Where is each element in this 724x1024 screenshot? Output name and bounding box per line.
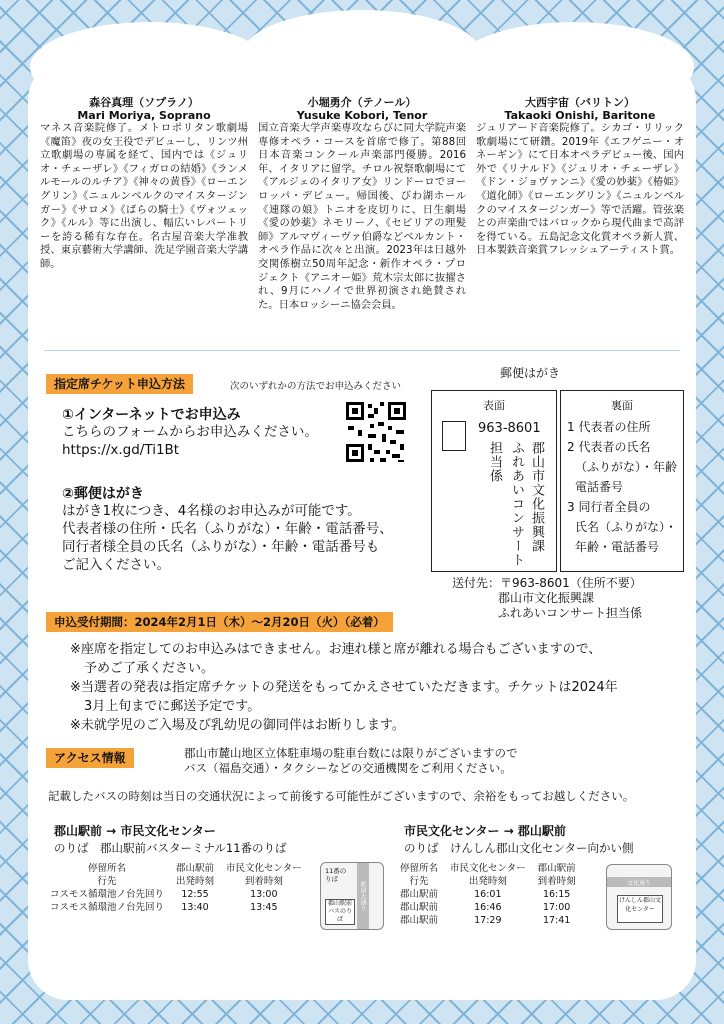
internet-url[interactable]: https://x.gd/Ti1Bt [62,442,180,458]
access-tag: アクセス情報 [46,748,134,768]
postcard-back [560,390,684,572]
table-cell: 17:41 [542,915,571,926]
header-text: 出発時刻 [176,876,215,887]
back-item: 3 同行者全員の [567,500,651,514]
singer-name-ja: 大西宇宙（バリトン） [525,96,635,109]
header-text: 到着時刻 [244,876,283,887]
address-line-2: ふれあいコンサート [509,441,524,567]
ticket-method-tag: 指定席チケット申込方法 [46,374,193,394]
header-text: 停留所名 [400,863,439,874]
route1-map [320,862,384,930]
route2-timetable [394,862,582,927]
back-label: 裏面 [611,399,633,412]
table-cell: 13:45 [250,902,278,913]
table-cell: 16:46 [474,902,502,913]
singer-name-en: Takaoki Onishi, Baritone [504,109,656,122]
post-desc-1: はがき1枚につき、4名様のお申込みが可能です。 [62,503,361,519]
route1-timetable [44,862,308,914]
table-cell: コスモス循環池ノ台先回り [50,889,165,900]
post-title: ②郵便はがき [62,486,144,502]
singer-name-ja: 小堀勇介（テノール） [307,96,417,109]
route2-stop: のりば けんしん郡山文化センター向かい側 [404,841,634,855]
internet-desc: こちらのフォームからお申込みください。 [62,424,318,440]
stamp-box [442,421,466,451]
table-cell: 12:55 [181,889,209,900]
singer-bio: マネス音楽院修了。メトロポリタン歌劇場《魔笛》夜の女王役でデビューし、リンツ州立歌劇場の専属を経て、国内では《ジュリオ・チェーザレ》《フィガロの結婚》《ランメルモールのルチア》《神々の黄昏》《ローエングリン》《ニュルンベルクのマイスタージンガー》《サロメ》《ばらの騎士》《ヴォツェック》《ルル》等に出演し、幅広いレパートリーを誇る稀有な存在。名古屋音楽大学准教授、東京藝術大学講師、洗足学園音楽大学講師。 [40,122,248,270]
send-to-line: 送付先：〒963-8601（住所不要） [452,576,642,590]
map-label: 11番のりば [325,867,347,883]
header-cell [394,862,444,888]
singer-bio: 国立音楽大学声楽専攻ならびに同大学院声楽専修オペラ・コースを首席で修了。第88回日本音楽コンクール声楽部門優勝。2016年、イタリアに留学。チロル祝祭歌劇場にて《アルジェのイタリア女》リンドーロでヨーロッパ・デビュー。帰国後、びわ湖ホール《連隊の娘》トニオを皮切りに、日生劇場《愛の妙薬》ネモリーノ、《セビリアの理髪師》アルマヴィーヴァ伯爵などベルカント・オペラ作品に次々と出演。2023年は日越外交関係樹立50周年記念・新作オペラ・プロジェクト《アニオー姫》荒木宗太郎に抜擢され、9月にハノイで世界初演され絶賛された。日本ロッシーニ協会会員。 [258,122,466,311]
table-cell: 16:01 [474,889,502,900]
route2-map [606,864,672,930]
table-cell: 16:15 [542,889,571,900]
back-item: 2 代表者の氏名 [567,440,651,454]
map-building: 郡山駅前バスのりば [325,899,355,925]
header-cell [170,862,220,888]
header-cell [532,862,582,888]
header-text: 停留所名 [88,863,127,874]
header-text: 市民文化センター [226,863,302,874]
header-cell [44,862,170,888]
access-line: バス（福島交通）・タクシーなどの交通機関をご利用ください。 [184,761,512,775]
access-line: 郡山市麓山地区立体駐車場の駐車台数には限りがございますので [184,746,518,760]
singer-name-ja: 森谷真理（ソプラノ） [89,96,199,109]
postcard-front [431,390,557,572]
header-text: 出発時刻 [468,876,507,887]
table-cell: コスモス循環池ノ台先回り [50,902,165,913]
period-notes [70,640,618,735]
header-text: 行先 [409,876,429,887]
table-cell: 郡山駅前 [400,915,439,926]
ticket-note: 次のいずれかの方法でお申込みください [230,381,402,392]
header-text: 郡山駅前 [537,863,576,874]
period-note: ※座席を指定してのお申込みはできません。お連れ様と席が離れる場合もございますので、 [70,642,602,657]
map-road-label: 駅前大通り [359,881,366,911]
header-text: 行先 [97,876,117,887]
front-label: 表面 [483,399,505,412]
singer-baritone [476,96,684,258]
divider [44,350,680,351]
route2-title: 市民文化センター → 郡山駅前 [404,824,566,838]
table-cell: 17:00 [542,902,571,913]
map-building: けんしん郡山文化センター [617,895,663,923]
table-header-row [394,862,582,888]
table-header-row [44,862,308,888]
back-item: 年齢・電話番号 [575,540,660,554]
map-road-label: 文化通り [627,880,652,887]
header-text: 郡山駅前 [176,863,215,874]
address-line-3: 担当係 [487,441,502,483]
table-row [394,914,582,927]
table-row [394,888,582,901]
back-item: 氏名（ふりがな）・ [575,520,678,534]
route1-title: 郡山駅前 → 市民文化センター [54,824,216,838]
send-to-line: 郡山市文化振興課 [498,591,595,605]
send-to [452,576,642,621]
access-info [184,746,518,776]
period-note: ※当選者の発表は指定席チケットの発送をもってかえさせていただきます。チケットは2024年 [70,680,618,695]
back-item: （ふりがな）・年齢 [575,460,678,474]
table-row [44,888,308,901]
back-items [567,417,677,557]
table-cell: 17:29 [474,915,502,926]
table-row [394,901,582,914]
back-item: 1 代表者の住所 [567,420,651,434]
singer-name-en: Mari Moriya, Soprano [77,109,211,122]
route1-stop: のりば 郡山駅前バスターミナル11番のりば [54,841,287,855]
back-item: 電話番号 [575,480,624,494]
table-cell: 13:00 [250,889,278,900]
table-cell: 郡山駅前 [400,902,439,913]
table-row [44,901,308,914]
postcard-title: 郵便はがき [500,366,561,380]
singer-tenor [258,96,466,312]
header-cell [220,862,308,888]
internet-title: ①インターネットでお申込み [62,407,241,423]
post-desc-4: ご記入ください。 [62,557,170,573]
period-note: 3月上旬までに郵送予定です。 [84,699,261,714]
singer-soprano [40,96,248,272]
address-line-1: 郡山市文化振興課 [529,441,544,553]
post-desc-3: 同行者様全員の氏名（ふりがな）・年齢・電話番号も [62,539,380,555]
singer-name-en: Yusuke Kobori, Tenor [296,109,428,122]
send-to-line: ふれあいコンサート担当係 [498,606,643,620]
header-text: 市民文化センター [450,863,526,874]
period-note: ※未就学児のご入場及び乳幼児の御同伴はお断りします。 [70,718,405,733]
table-cell: 13:40 [181,902,209,913]
period-note: 予めご了承ください。 [84,661,215,676]
header-cell [444,862,532,888]
qr-code-icon[interactable] [344,400,408,464]
period-tag: 申込受付期間：2024年2月1日（木）〜2月20日（火）（必着） [46,612,393,632]
singer-bio: ジュリアード音楽院修了。シカゴ・リリック歌劇場にて研鑽。2019年《エフゲニー・オネーギン》にて日本オペラデビュー後、国内外で《リナルド》《ジュリオ・チェーザレ》《ドン・ジョヴァンニ》《愛の妙薬》《椿姫》《道化師》《ローエングリン》《ニュルンベルクのマイスタージンガー》等で活躍。管弦楽との声楽曲ではバロックから現代曲まで高評を得ている。五島記念文化賞オペラ新人賞、日本製鉄音楽賞フレッシュアーティスト賞。 [476,122,684,257]
header-text: 到着時刻 [537,876,576,887]
postal-code: 963-8601 [478,421,541,436]
table-cell: 郡山駅前 [400,889,439,900]
post-desc-2: 代表者様の住所・氏名（ふりがな）・年齢・電話番号、 [62,521,393,537]
bus-note: 記載したバスの時刻は当日の交通状況によって前後する可能性がございますので、余裕をもってお越しください。 [48,789,635,803]
